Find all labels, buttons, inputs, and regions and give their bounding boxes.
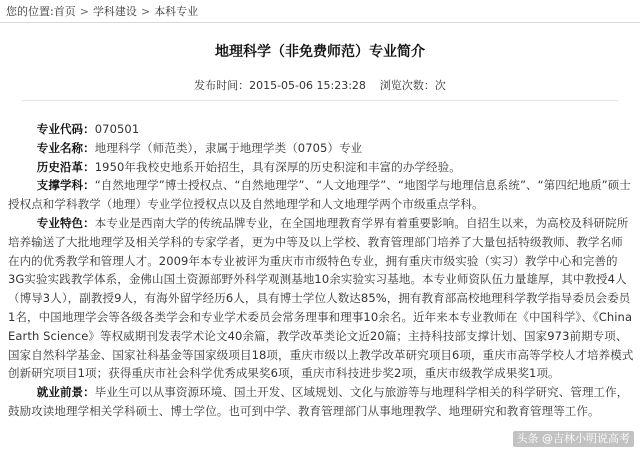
- section-text: “自然地理学”博士授权点、“自然地理学”、“人文地理学”、“地图学与地理信息系统”、“第四纪地质”硕士授权点和学科教学（地理）专业学位授权点以及自然地理学和人文地理学两个市级重点学科。: [8, 178, 631, 212]
- section-text: 1950年我校史地系开始招生，具有深厚的历史积淀和丰富的办学经验。: [94, 159, 461, 174]
- breadcrumb-discipline[interactable]: 学科建设: [92, 5, 137, 18]
- article-title: 地理科学（非免费师范）专业简介: [215, 44, 425, 60]
- section-label: 历史沿革：: [36, 159, 95, 174]
- breadcrumb-divider: [0, 22, 640, 23]
- breadcrumb-undergraduate[interactable]: 本科专业: [154, 5, 199, 18]
- section-label: 就业前景：: [36, 385, 95, 400]
- section-label: 专业特色：: [36, 215, 95, 230]
- section-label: 专业名称：: [36, 140, 95, 155]
- views-label: 浏览次数：: [379, 79, 435, 92]
- breadcrumb-separator: >: [79, 5, 89, 18]
- section-text: 地理科学（师范类），隶属于地理学类（0705）专业: [94, 140, 363, 155]
- section-label: 支撑学科：: [36, 178, 95, 193]
- breadcrumb-separator: >: [140, 5, 151, 18]
- publish-time: 2015-05-06 15:23:28: [249, 79, 366, 92]
- section-major-code: [8, 120, 634, 139]
- section-history: [8, 158, 634, 177]
- article-meta: [0, 78, 640, 94]
- section-features: [8, 214, 634, 383]
- article-body: [8, 120, 634, 421]
- section-text: 毕业生可以从事资源环境、国土开发、区域规划、文化与旅游等与地理科学相关的科学研究、管理工作，鼓励攻读地理学相关学科硕士、博士学位。也可到中学、教育管理部门从事地理教学、地理研究和教育管理等工作。: [8, 385, 629, 418]
- section-major-name: [8, 139, 634, 158]
- views-value: 次: [434, 79, 446, 92]
- section-label: 专业代码：: [36, 122, 95, 136]
- section-text: 070501: [94, 122, 140, 136]
- section-supporting-disciplines: [8, 176, 634, 214]
- publish-label: 发布时间：: [194, 79, 250, 92]
- breadcrumb: [6, 4, 634, 20]
- section-employment: [8, 383, 634, 421]
- breadcrumb-home[interactable]: 首页: [53, 5, 76, 18]
- section-text: 本专业是西南大学的传统品牌专业，在全国地理教育学界有着重要影响。自招生以来，为高校及科研院所培养输送了大批地理学及相关学科的专家学者，更为中等及以上学校、教育管理部门培养了大量包括特级教师、教学名师在内的优秀教学和管理人才。2009年本专业被评为重庆市市级特色专业，拥有重庆市级实验（实习）教学中心和完善的3G实验实践教学体系，金佛山国土资源部野外科学观测基地10余实验实习基地。本专业师资队伍力量雄厚，其中教授4人（博导3人），副教授9人，有海外留学经历6人，具有博士学位人数达85%，拥有教育部高校地理科学教学指导委员会委员1名，中国地理学会等各级各类学会和专业学术委员会常务理事和理事10余名。近年来本专业教师在《中国科学》、《China Earth Science》等权威期刊发表学术论文40余篇，教学改革类论文近20篇；主持科技部支撑计划、国家973前期专项、国家自然科学基金、国家社科基金等国家级项目18项，重庆市级以上教学改革研究项目6项，重庆市高等学校人才培养模式创新研究项目1项；获得重庆市社会科学优秀成果奖6项，重庆市科技进步奖2项，重庆市级教学成果奖1项。: [8, 215, 634, 381]
- meta-divider: [22, 100, 618, 101]
- watermark: 头条 @吉林小明说高考: [513, 431, 635, 447]
- breadcrumb-prefix: 您的位置:: [6, 5, 54, 18]
